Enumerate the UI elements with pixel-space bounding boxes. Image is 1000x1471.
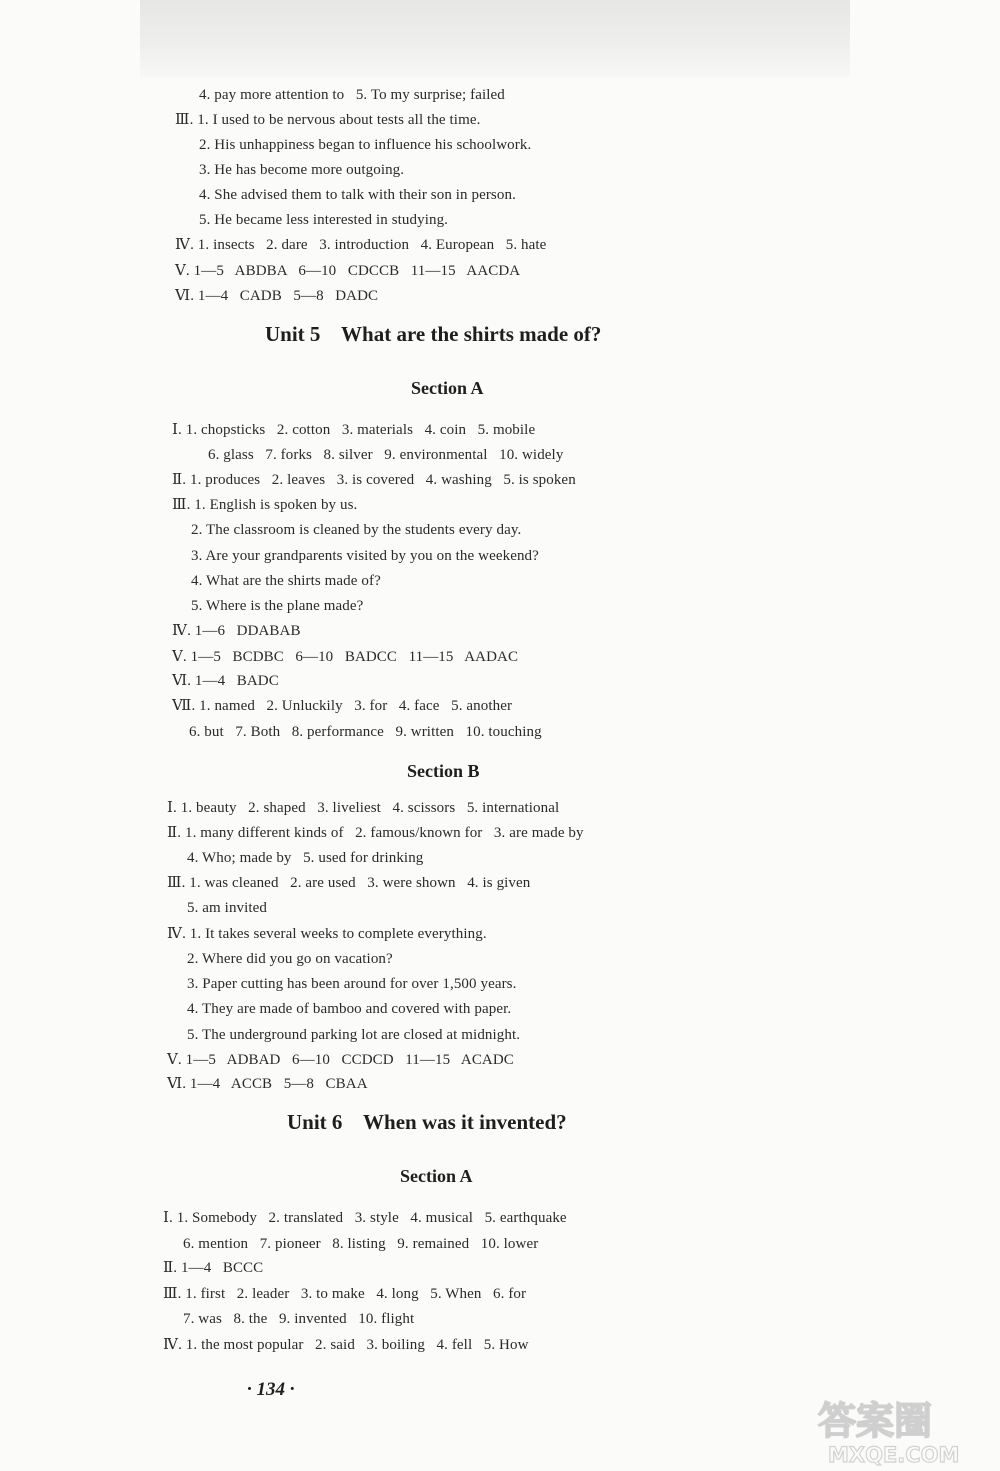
answer-line: Ⅴ. 1—5 ABDBA 6—10 CDCCB 11—15 AACDA [175,263,521,279]
answer-line: Ⅰ. 1. beauty 2. shaped 3. liveliest 4. scissors 5. international [167,800,560,816]
answer-line: Ⅳ. 1. insects 2. dare 3. introduction 4. European 5. hate [175,237,547,253]
answer-line: 2. The classroom is cleaned by the students every day. [191,522,522,538]
answer-line: Ⅳ. 1. It takes several weeks to complete everything. [167,926,487,942]
answer-line: 3. Paper cutting has been around for over 1,500 years. [187,976,517,992]
answer-line: Ⅵ. 1—4 ACCB 5—8 CBAA [167,1076,368,1092]
answer-line: Ⅳ. 1—6 DDABAB [172,623,301,639]
page-number: · 134 · [247,1379,295,1400]
answer-line: 6. but 7. Both 8. performance 9. written 10. touching [189,724,542,740]
answer-line: Ⅲ. 1. first 2. leader 3. to make 4. long 5. When 6. for [163,1286,527,1302]
answer-line: 4. pay more attention to 5. To my surprise; failed [199,87,505,103]
answer-line: Ⅱ. 1. many different kinds of 2. famous/known for 3. are made by [167,825,584,841]
answer-line: Ⅵ. 1—4 CADB 5—8 DADC [175,288,379,304]
answer-line: Ⅵ. 1—4 BADC [172,673,279,689]
scan-top-shading [140,0,850,78]
unit-heading: Unit 6 When was it invented? [287,1110,567,1134]
watermark-logo [800,1388,996,1468]
answer-line: Ⅴ. 1—5 ADBAD 6—10 CCDCD 11—15 ACADC [167,1052,514,1068]
answer-line: Ⅰ. 1. Somebody 2. translated 3. style 4. musical 5. earthquake [163,1210,567,1226]
answer-line: 6. glass 7. forks 8. silver 9. environmental 10. widely [208,447,564,463]
section-heading: Section B [407,761,480,781]
answer-line: 7. was 8. the 9. invented 10. flight [183,1311,415,1327]
answer-line: 5. He became less interested in studying. [199,212,449,228]
answer-line: Ⅲ. 1. I used to be nervous about tests all the time. [175,112,481,128]
answer-line: 3. Are your grandparents visited by you on the weekend? [191,548,539,564]
answer-line: Ⅴ. 1—5 BCDBC 6—10 BADCC 11—15 AADAC [172,649,519,665]
answer-line: Ⅲ. 1. English is spoken by us. [172,497,358,513]
section-heading: Section A [400,1166,473,1186]
answer-line: 5. am invited [187,900,268,916]
answer-line: Ⅶ. 1. named 2. Unluckily 3. for 4. face 5. another [172,698,513,714]
answer-line: Ⅱ. 1. produces 2. leaves 3. is covered 4. washing 5. is spoken [172,472,576,488]
answer-line: 3. He has become more outgoing. [199,162,405,178]
unit-heading: Unit 5 What are the shirts made of? [265,322,602,346]
answer-line: Ⅱ. 1—4 BCCC [163,1260,264,1276]
watermark-main-text: 答案圈 [818,1399,933,1443]
answer-line: 4. She advised them to talk with their son in person. [199,187,516,203]
answer-line: Ⅲ. 1. was cleaned 2. are used 3. were shown 4. is given [167,875,531,891]
answer-line: 4. What are the shirts made of? [191,573,381,589]
answer-line: 2. His unhappiness began to influence his schoolwork. [199,137,532,153]
section-heading: Section A [411,378,484,398]
answer-line: Ⅰ. 1. chopsticks 2. cotton 3. materials 4. coin 5. mobile [172,422,536,438]
answer-line: 6. mention 7. pioneer 8. listing 9. remained 10. lower [183,1236,539,1252]
answer-line: 4. They are made of bamboo and covered with paper. [187,1001,512,1017]
answer-line: 4. Who; made by 5. used for drinking [187,850,424,866]
answer-line: 2. Where did you go on vacation? [187,951,393,967]
answer-line: 5. The underground parking lot are closed at midnight. [187,1027,521,1043]
watermark-site-text: MXQE.COM [828,1443,960,1467]
answer-line: Ⅳ. 1. the most popular 2. said 3. boiling 4. fell 5. How [163,1337,529,1353]
answer-line: 5. Where is the plane made? [191,598,364,614]
